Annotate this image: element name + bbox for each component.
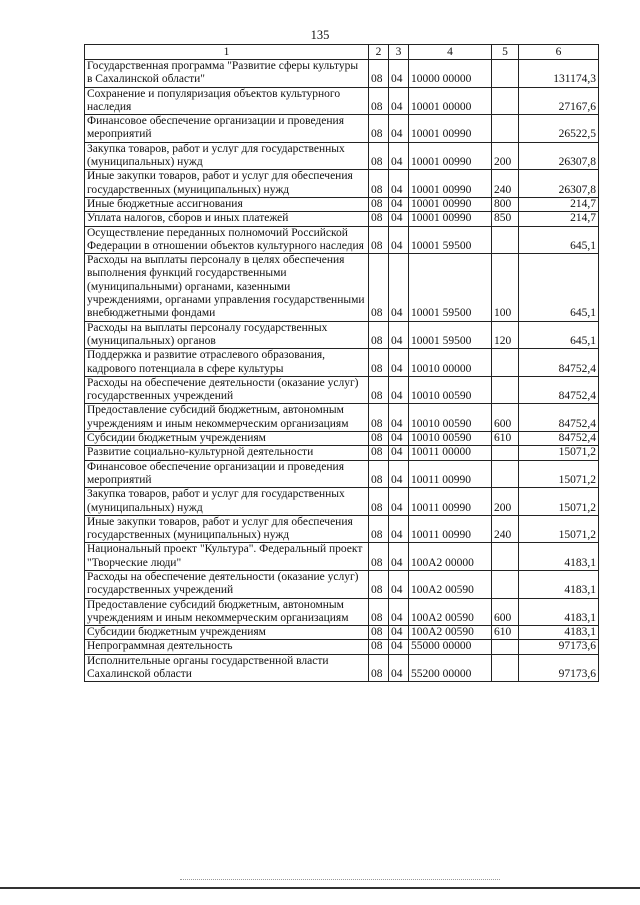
expense-type-cell [492,640,519,654]
subsection-code-cell: 04 [389,60,409,88]
amount-cell: 214,7 [519,197,599,211]
row-name-cell: Расходы на обеспечение деятельности (оказание услуг) государственных учреждений [85,376,369,404]
header-col-5: 5 [492,45,519,60]
amount-cell: 84752,4 [519,432,599,446]
amount-cell: 84752,4 [519,349,599,377]
row-name-cell: Предоставление субсидий бюджетным, автономным учреждениям и иным некоммерческим организациям [85,404,369,432]
budget-table [84,44,599,682]
amount-cell: 15071,2 [519,460,599,488]
scan-noise [180,879,500,881]
target-article-cell: 10001 00000 [409,87,492,115]
table-row [85,640,599,654]
subsection-code-cell: 04 [389,654,409,682]
expense-type-cell [492,460,519,488]
table-row [85,376,599,404]
subsection-code-cell: 04 [389,254,409,321]
table-row [85,226,599,254]
subsection-code-cell: 04 [389,640,409,654]
expense-type-cell: 600 [492,598,519,626]
expense-type-cell [492,570,519,598]
subsection-code-cell: 04 [389,170,409,198]
header-col-3: 3 [389,45,409,60]
amount-cell: 84752,4 [519,376,599,404]
expense-type-cell [492,376,519,404]
target-article-cell: 100А2 00590 [409,598,492,626]
expense-type-cell: 850 [492,212,519,226]
row-name-cell: Предоставление субсидий бюджетным, автономным учреждениям и иным некоммерческим организациям [85,598,369,626]
amount-cell: 26307,8 [519,170,599,198]
row-name-cell: Иные закупки товаров, работ и услуг для обеспечения государственных (муниципальных) нужд [85,170,369,198]
table-row [85,60,599,88]
target-article-cell: 10011 00990 [409,515,492,543]
table-row [85,446,599,460]
section-code-cell: 08 [369,404,389,432]
table-row [85,460,599,488]
target-article-cell: 10001 00990 [409,115,492,143]
target-article-cell: 55200 00000 [409,654,492,682]
subsection-code-cell: 04 [389,543,409,571]
expense-type-cell: 100 [492,254,519,321]
expense-type-cell: 240 [492,170,519,198]
subsection-code-cell: 04 [389,432,409,446]
row-name-cell: Государственная программа "Развитие сферы культуры в Сахалинской области" [85,60,369,88]
table-row [85,254,599,321]
target-article-cell: 100А2 00590 [409,626,492,640]
subsection-code-cell: 04 [389,226,409,254]
target-article-cell: 10010 00590 [409,376,492,404]
section-code-cell: 08 [369,226,389,254]
subsection-code-cell: 04 [389,197,409,211]
row-name-cell: Уплата налогов, сборов и иных платежей [85,212,369,226]
section-code-cell: 08 [369,254,389,321]
section-code-cell: 08 [369,640,389,654]
amount-cell: 97173,6 [519,640,599,654]
table-row [85,543,599,571]
page-number: 135 [310,28,330,42]
target-article-cell: 10001 00990 [409,170,492,198]
target-article-cell: 10011 00000 [409,446,492,460]
expense-type-cell [492,654,519,682]
section-code-cell: 08 [369,598,389,626]
expense-type-cell: 800 [492,197,519,211]
expense-type-cell: 610 [492,432,519,446]
row-name-cell: Развитие социально-культурной деятельности [85,446,369,460]
subsection-code-cell: 04 [389,515,409,543]
row-name-cell: Иные закупки товаров, работ и услуг для обеспечения государственных (муниципальных) нужд [85,515,369,543]
amount-cell: 4183,1 [519,543,599,571]
amount-cell: 131174,3 [519,60,599,88]
table-row [85,349,599,377]
section-code-cell: 08 [369,212,389,226]
row-name-cell: Расходы на выплаты персоналу государственных (муниципальных) органов [85,321,369,349]
section-code-cell: 08 [369,626,389,640]
table-row [85,570,599,598]
section-code-cell: 08 [369,515,389,543]
section-code-cell: 08 [369,654,389,682]
section-code-cell: 08 [369,543,389,571]
amount-cell: 26522,5 [519,115,599,143]
target-article-cell: 10011 00990 [409,460,492,488]
section-code-cell: 08 [369,115,389,143]
subsection-code-cell: 04 [389,488,409,516]
subsection-code-cell: 04 [389,115,409,143]
subsection-code-cell: 04 [389,212,409,226]
target-article-cell: 10011 00990 [409,488,492,516]
subsection-code-cell: 04 [389,349,409,377]
amount-cell: 645,1 [519,254,599,321]
subsection-code-cell: 04 [389,626,409,640]
row-name-cell: Расходы на выплаты персоналу в целях обеспечения выполнения функций государственными (муниципальными) органами, казенными учреждениями, органами управления государственными внебюджетными фондами [85,254,369,321]
section-code-cell: 08 [369,446,389,460]
expense-type-cell [492,60,519,88]
target-article-cell: 10010 00590 [409,432,492,446]
target-article-cell: 10000 00000 [409,60,492,88]
target-article-cell: 10001 59500 [409,321,492,349]
target-article-cell: 10010 00000 [409,349,492,377]
subsection-code-cell: 04 [389,142,409,170]
header-col-1: 1 [85,45,369,60]
header-col-4: 4 [409,45,492,60]
row-name-cell: Непрограммная деятельность [85,640,369,654]
expense-type-cell [492,115,519,143]
section-code-cell: 08 [369,460,389,488]
amount-cell: 15071,2 [519,446,599,460]
amount-cell: 84752,4 [519,404,599,432]
row-name-cell: Закупка товаров, работ и услуг для государственных (муниципальных) нужд [85,142,369,170]
row-name-cell: Закупка товаров, работ и услуг для государственных (муниципальных) нужд [85,488,369,516]
amount-cell: 214,7 [519,212,599,226]
amount-cell: 26307,8 [519,142,599,170]
amount-cell: 645,1 [519,321,599,349]
section-code-cell: 08 [369,60,389,88]
expense-type-cell: 240 [492,515,519,543]
subsection-code-cell: 04 [389,321,409,349]
header-col-2: 2 [369,45,389,60]
row-name-cell: Финансовое обеспечение организации и проведения мероприятий [85,115,369,143]
subsection-code-cell: 04 [389,87,409,115]
row-name-cell: Финансовое обеспечение организации и проведения мероприятий [85,460,369,488]
target-article-cell: 10001 00990 [409,142,492,170]
row-name-cell: Поддержка и развитие отраслевого образования, кадрового потенциала в сфере культуры [85,349,369,377]
target-article-cell: 10001 00990 [409,212,492,226]
table-row [85,321,599,349]
section-code-cell: 08 [369,570,389,598]
subsection-code-cell: 04 [389,446,409,460]
table-row [85,515,599,543]
row-name-cell: Субсидии бюджетным учреждениям [85,626,369,640]
subsection-code-cell: 04 [389,570,409,598]
row-name-cell: Исполнительные органы государственной власти Сахалинской области [85,654,369,682]
amount-cell: 97173,6 [519,654,599,682]
expense-type-cell: 200 [492,488,519,516]
expense-type-cell [492,446,519,460]
section-code-cell: 08 [369,197,389,211]
row-name-cell: Национальный проект "Культура". Федеральный проект "Творческие люди" [85,543,369,571]
expense-type-cell: 600 [492,404,519,432]
target-article-cell: 10001 59500 [409,226,492,254]
section-code-cell: 08 [369,170,389,198]
page-bottom-edge [0,887,640,889]
expense-type-cell [492,543,519,571]
row-name-cell: Осуществление переданных полномочий Российской Федерации в отношении объектов культурного наследия [85,226,369,254]
section-code-cell: 08 [369,488,389,516]
section-code-cell: 08 [369,321,389,349]
expense-type-cell: 610 [492,626,519,640]
target-article-cell: 55000 00000 [409,640,492,654]
target-article-cell: 100А2 00000 [409,543,492,571]
table-row [85,212,599,226]
subsection-code-cell: 04 [389,598,409,626]
table-row [85,654,599,682]
amount-cell: 27167,6 [519,87,599,115]
amount-cell: 645,1 [519,226,599,254]
table-row [85,488,599,516]
table-row [85,197,599,211]
row-name-cell: Иные бюджетные ассигнования [85,197,369,211]
target-article-cell: 10010 00590 [409,404,492,432]
section-code-cell: 08 [369,349,389,377]
target-article-cell: 10001 00990 [409,197,492,211]
table-row [85,115,599,143]
row-name-cell: Сохранение и популяризация объектов культурного наследия [85,87,369,115]
subsection-code-cell: 04 [389,376,409,404]
expense-type-cell: 200 [492,142,519,170]
expense-type-cell [492,226,519,254]
section-code-cell: 08 [369,432,389,446]
table-row [85,170,599,198]
table-row [85,432,599,446]
expense-type-cell: 120 [492,321,519,349]
subsection-code-cell: 04 [389,404,409,432]
target-article-cell: 10001 59500 [409,254,492,321]
section-code-cell: 08 [369,142,389,170]
expense-type-cell [492,349,519,377]
section-code-cell: 08 [369,87,389,115]
amount-cell: 4183,1 [519,598,599,626]
amount-cell: 4183,1 [519,570,599,598]
amount-cell: 15071,2 [519,488,599,516]
table-row [85,598,599,626]
table-header-row [85,45,599,60]
section-code-cell: 08 [369,376,389,404]
table-row [85,626,599,640]
target-article-cell: 100А2 00590 [409,570,492,598]
header-col-6: 6 [519,45,599,60]
subsection-code-cell: 04 [389,460,409,488]
table-row [85,404,599,432]
amount-cell: 15071,2 [519,515,599,543]
expense-type-cell [492,87,519,115]
table-row [85,142,599,170]
row-name-cell: Субсидии бюджетным учреждениям [85,432,369,446]
amount-cell: 4183,1 [519,626,599,640]
table-body [85,60,599,682]
table-row [85,87,599,115]
row-name-cell: Расходы на обеспечение деятельности (оказание услуг) государственных учреждений [85,570,369,598]
